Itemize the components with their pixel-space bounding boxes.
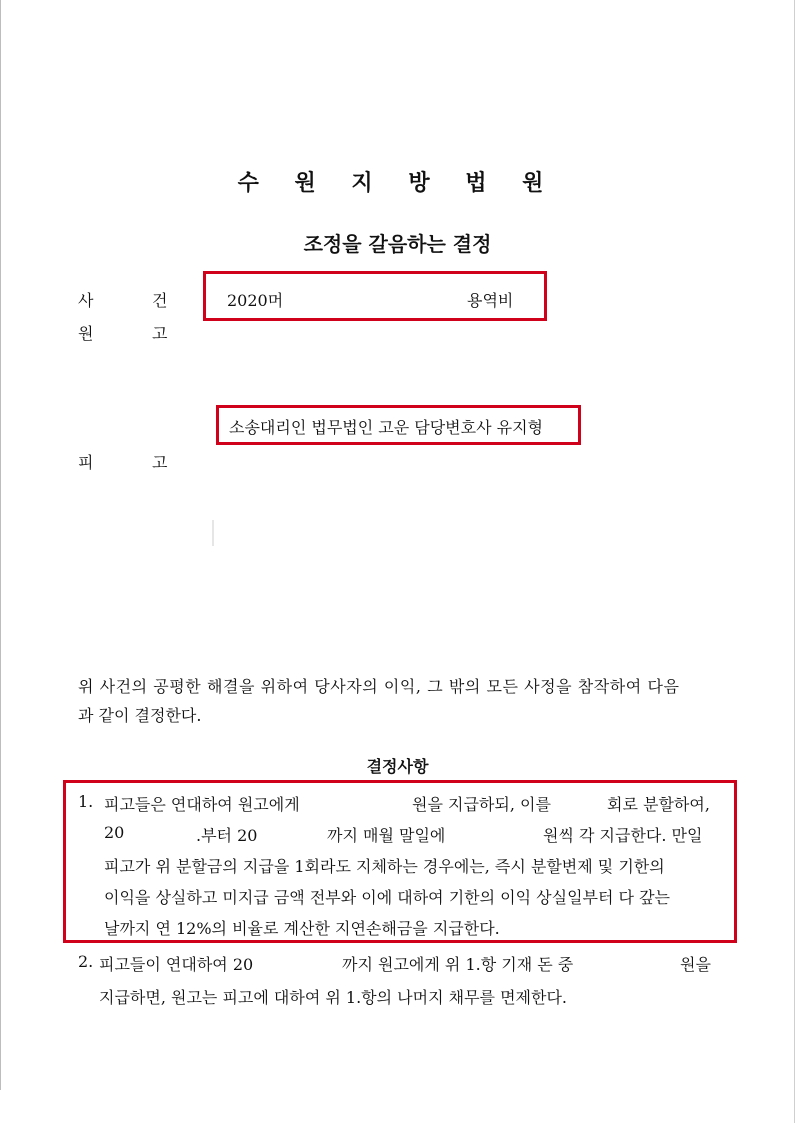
defendant-label	[78, 450, 198, 472]
plaintiff-label	[78, 321, 198, 343]
plaintiff-label-a: 원	[78, 324, 94, 343]
defendant-label-b: 고	[152, 453, 168, 472]
document-title: 조정을 갈음하는 결정	[303, 232, 492, 256]
item2-line-2: 지급하면, 원고는 피고에 대하여 위 1.항의 나머지 채무를 면제한다.	[99, 988, 567, 1007]
case-label-a: 사	[78, 291, 94, 310]
case-label-b: 건	[152, 291, 168, 310]
court-name: 수 원 지 방 법 원	[237, 171, 558, 196]
page-border	[0, 0, 1, 1090]
item1-line-5: 날까지 연 12%의 비율로 계산한 지연손해금을 지급한다.	[104, 919, 500, 938]
item1-line-3: 피고가 위 분할금의 지급을 1회라도 지체하는 경우에는, 즉시 분할변제 및 기한의	[104, 857, 665, 876]
item1-line-2d: 원씩 각 지급한다. 만일	[543, 826, 703, 845]
item1-line-1c: 회로 분할하여,	[607, 795, 710, 814]
defendant-label-a: 피	[78, 453, 94, 472]
preamble-line-1: 위 사건의 공평한 해결을 위하여 당사자의 이익, 그 밖의 모든 사정을 참작하여 다음	[78, 677, 680, 696]
item1-line-1b: 원을 지급하되, 이를	[412, 795, 551, 814]
item1-line-2b: .부터 20	[196, 826, 258, 845]
item1-line-1a: 피고들은 연대하여 원고에게	[104, 795, 300, 814]
redaction-mark	[212, 520, 214, 546]
item1-number: 1.	[78, 792, 94, 811]
item2-line-1b: 까지 원고에게 위 1.항 기재 돈 중	[342, 955, 574, 974]
item2-line-1a: 피고들이 연대하여 20	[99, 955, 254, 974]
decision-section-title: 결정사항	[366, 757, 429, 776]
case-name: 용역비	[467, 291, 514, 310]
item2-number: 2.	[78, 952, 94, 971]
case-number: 2020머	[227, 291, 284, 310]
item2-line-1c: 원을	[680, 955, 711, 974]
item1-line-2c: 까지 매월 말일에	[327, 826, 446, 845]
preamble-line-2: 과 같이 결정한다.	[78, 706, 202, 725]
item1-line-2a: 20	[104, 823, 125, 842]
plaintiff-representative: 소송대리인 법무법인 고운 담당변호사 유지형	[229, 418, 544, 437]
item1-line-4: 이익을 상실하고 미지급 금액 전부와 이에 대하여 기한의 이익 상실일부터 다 갚는	[104, 888, 670, 907]
plaintiff-label-b: 고	[152, 324, 168, 343]
case-label	[78, 288, 198, 310]
